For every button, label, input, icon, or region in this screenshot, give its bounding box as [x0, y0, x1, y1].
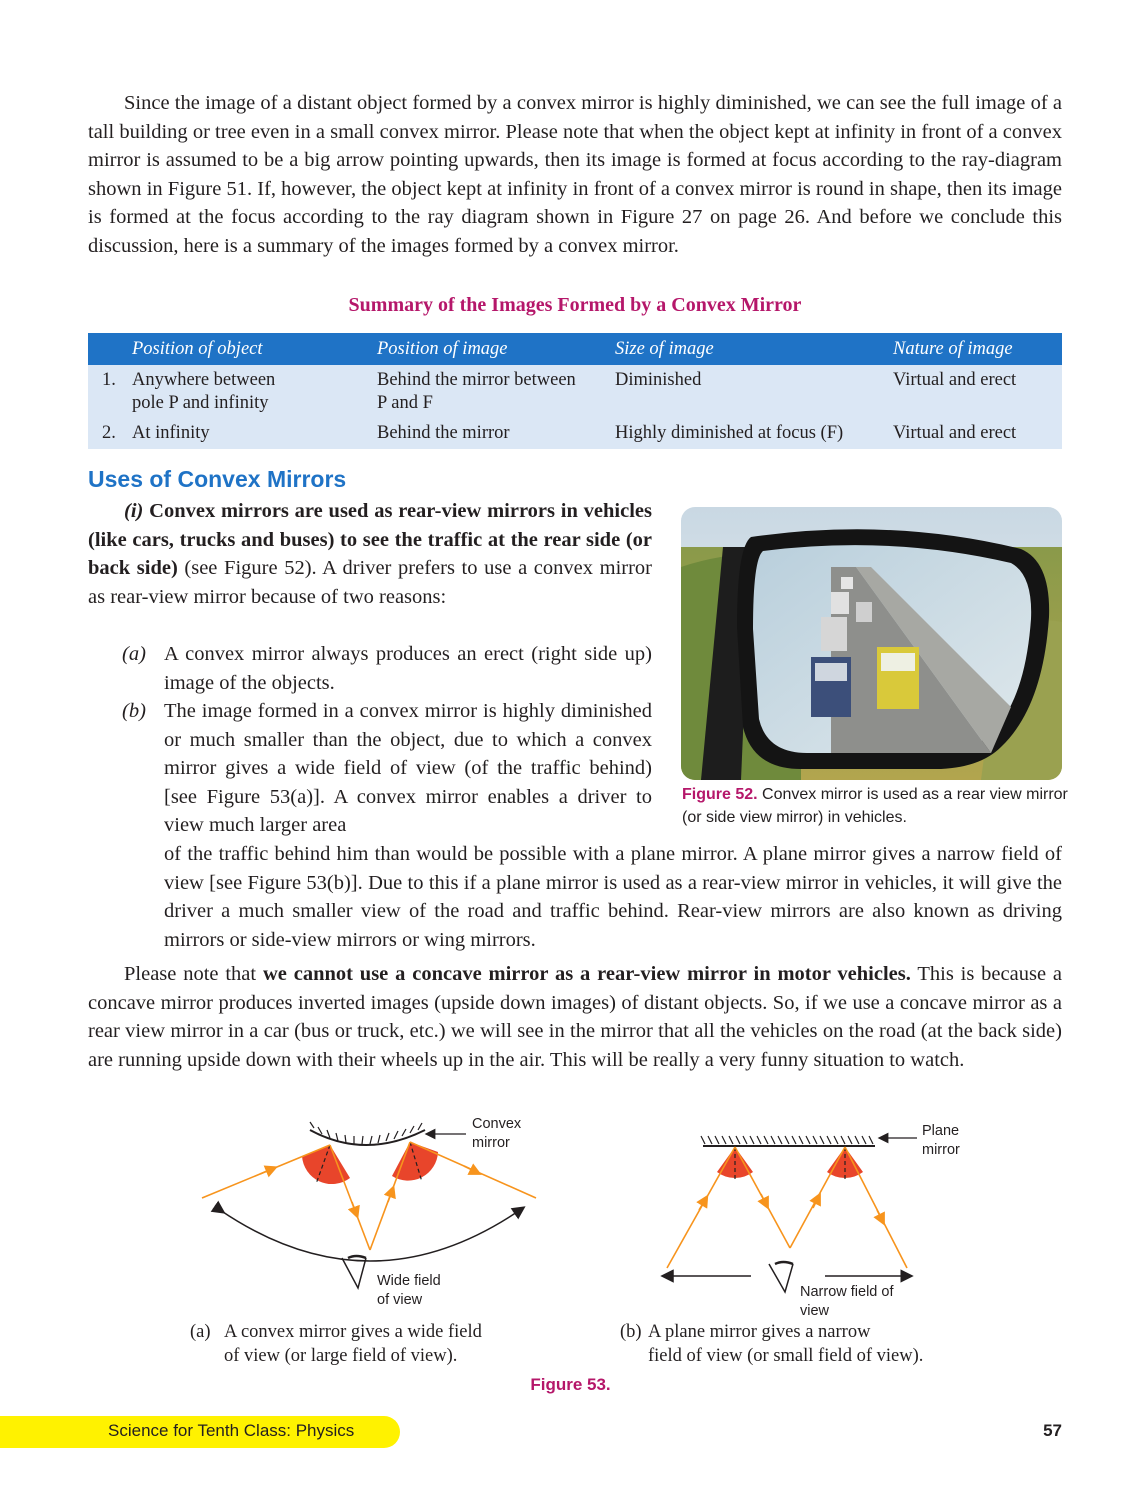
plane-mirror-label: Plane mirror — [922, 1123, 960, 1158]
rear-view-mirror-photo — [681, 507, 1062, 780]
page-number: 57 — [1043, 1421, 1062, 1440]
table-cell — [88, 365, 377, 418]
header-size-image: Size of image — [615, 333, 893, 365]
plane-mirror-diagram — [655, 1120, 925, 1295]
reason-a-text: A convex mirror always produces an erect (right side up) image of the objects. — [164, 643, 652, 694]
light-rays — [667, 1147, 907, 1268]
reason-a-label: (a) — [122, 643, 146, 665]
header-position-image: Position of image — [377, 333, 615, 365]
summary-header-row — [88, 333, 1062, 365]
mirror-hatching — [701, 1136, 873, 1144]
use-i-rest: (see Figure 52). A driver prefers to use a convex mirror as rear-view mirror because of two reasons: — [88, 557, 652, 608]
convex-mirror-label: Convex mirror — [472, 1116, 522, 1151]
table-cell: Virtual and erect — [893, 365, 1062, 418]
note-rest: This is because a concave mirror produces inverted images (upside down images) of distant objects. So, if we use a concave mirror as a rear view mirror in a car (bus or truck, etc.) we will see in the mirror that all the vehicles on the road (at the back side) are running upside down with their wheels up in the air. This will be really a very funny situation to watch. — [88, 963, 1062, 1071]
caption-b-label: (b) — [620, 1322, 642, 1342]
wide-field-arc — [220, 1210, 520, 1261]
header-position-object: Position of object — [88, 333, 377, 365]
use-i-label: (i) — [124, 500, 144, 522]
incidence-angle-right — [392, 1142, 438, 1181]
figure-53-title: Figure 53. — [530, 1375, 611, 1394]
table-cell: Highly diminished at focus (F) — [615, 418, 893, 449]
figure-52-caption — [682, 783, 1072, 829]
caption-a-line1: A convex mirror gives a wide field — [224, 1322, 482, 1342]
figure-52-label: Figure 52. — [682, 786, 758, 803]
figure-52-text: Convex mirror is used as a rear view mirror (or side view mirror) in vehicles. — [682, 786, 1068, 826]
reason-b-continued: of the traffic behind him than would be possible with a plane mirror. A plane mirror gives a narrow field of view [see Figure 53(b)]. Due to this if a plane mirror is used as a rear-view mirror in vehicles, it will give the driver a much smaller view of the road and traffic behind. Rear-view mirrors are also known as driving mirrors or side-view mirrors or wing mirrors. — [164, 843, 1062, 951]
mirror-hatching — [310, 1122, 422, 1144]
cell-text: P and F — [377, 393, 433, 413]
footer-book-title: Science for Tenth Class: Physics — [108, 1421, 355, 1440]
rear-view-mirror-illustration — [681, 507, 1062, 780]
section-heading: Uses of Convex Mirrors — [88, 466, 347, 492]
row-number: 2. — [102, 423, 116, 443]
wide-field-label: Wide field of view — [377, 1273, 441, 1308]
caption-b-line1: A plane mirror gives a narrow — [648, 1322, 871, 1342]
use-i-paragraph — [88, 497, 652, 611]
figure-53b-caption — [620, 1320, 923, 1368]
cell-text: Behind the mirror between — [377, 370, 576, 390]
summary-title: Summary of the Images Formed by a Convex Mirror — [348, 294, 802, 316]
table-cell: Diminished — [615, 365, 893, 418]
light-rays — [202, 1142, 536, 1250]
header-nature-image: Nature of image — [893, 333, 1062, 365]
narrow-field-label: Narrow field of view — [800, 1284, 894, 1319]
row-number: 1. — [102, 370, 116, 390]
summary-table — [88, 333, 1062, 449]
table-row — [88, 418, 1062, 449]
note-paragraph — [88, 960, 1062, 1074]
cell-text: pole P and infinity — [132, 393, 269, 413]
table-cell — [377, 365, 615, 418]
use-i-bold: Convex mirrors are used as rear-view mirrors in vehicles (like cars, trucks and buses) to see the traffic at the rear side (or back side) — [88, 500, 652, 580]
caption-a-label: (a) — [190, 1322, 211, 1342]
cell-text: Anywhere between — [132, 370, 276, 390]
caption-b-line2: field of view (or small field of view). — [648, 1346, 924, 1366]
table-row — [88, 365, 1062, 418]
cell-text: At infinity — [132, 423, 210, 443]
table-cell — [88, 418, 377, 449]
reason-b-label: (b) — [122, 700, 146, 722]
caption-a-line2: of view (or large field of view). — [224, 1346, 458, 1366]
table-cell: Behind the mirror — [377, 418, 615, 449]
eye-icon — [769, 1264, 793, 1292]
intro-paragraph: Since the image of a distant object formed by a convex mirror is highly diminished, we can see the full image of a tall building or tree even in a small convex mirror. Please note that when the object kept at infinity in front of a convex mirror is assumed to be a big arrow pointing upwards, then its image is formed at focus according to the ray-diagram shown in Figure 51. If, however, the object kept at infinity in front of a convex mirror is round in shape, then its image is formed at the focus according to the ray diagram shown in Figure 27 on page 26. And before we conclude this discussion, here is a summary of the images formed by a convex mirror. — [88, 92, 1062, 257]
reason-b — [122, 697, 652, 840]
reason-b-text: The image formed in a convex mirror is highly diminished or much smaller than the object, due to which a convex mirror gives a wide field of view (of the traffic behind) [see Figure 53(a)]. A convex mirror enables a driver to view much larger area — [164, 700, 652, 837]
reason-a — [122, 640, 652, 697]
table-cell: Virtual and erect — [893, 418, 1062, 449]
eye-icon — [342, 1258, 366, 1288]
note-bold: we cannot use a concave mirror as a rear-view mirror in motor vehicles. — [262, 963, 911, 985]
figure-53a-caption — [190, 1320, 482, 1368]
note-start: Please note that — [124, 963, 263, 985]
